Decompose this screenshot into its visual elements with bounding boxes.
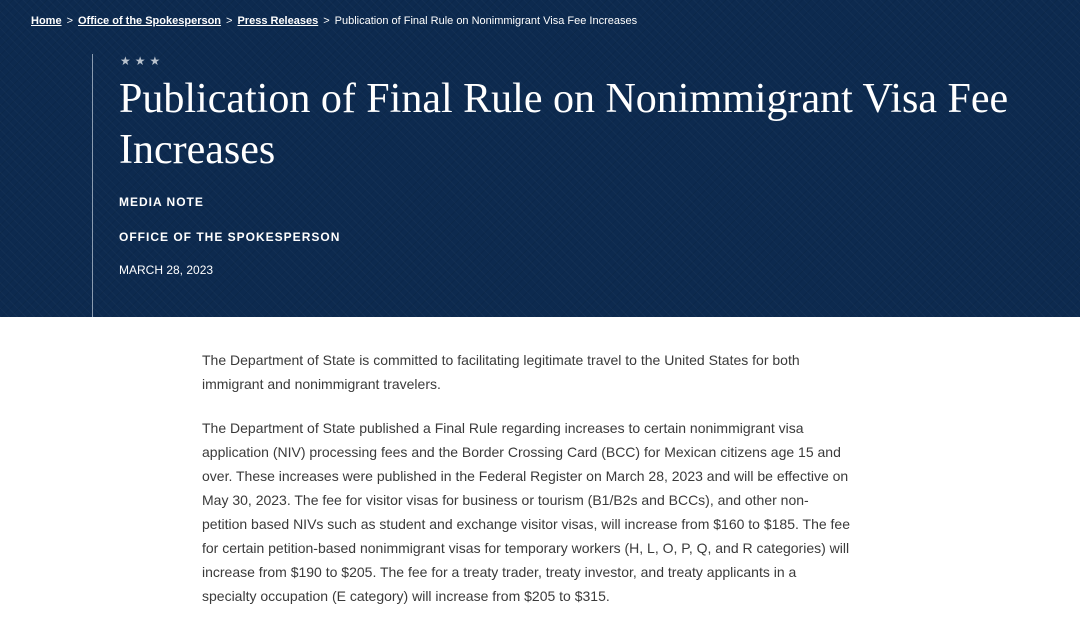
article-paragraph: The Department of State is committed to facilitating legitimate travel to the United States for both immigrant and nonimmigrant travelers. [202,352,800,392]
article-type-label: MEDIA NOTE [119,195,204,209]
breadcrumb-link-home[interactable]: Home [31,15,62,27]
page-title: Publication of Final Rule on Nonimmigrant Visa Fee Increases [119,76,1009,173]
breadcrumb-current-page: Publication of Final Rule on Nonimmigrant Visa Fee Increases [334,15,638,27]
stars-icon: ★★★ [120,54,165,68]
breadcrumb-separator: > [226,15,233,27]
article-date: MARCH 28, 2023 [119,263,214,277]
article-body [202,348,852,619]
breadcrumb-separator: > [323,15,330,27]
breadcrumb-separator: > [66,15,73,27]
breadcrumb-link-press-releases[interactable]: Press Releases [237,15,319,27]
breadcrumb-link-office-of-the-spokesperson[interactable]: Office of the Spokesperson [78,15,222,27]
article-office-label: OFFICE OF THE SPOKESPERSON [119,230,341,244]
header-divider-line [92,54,93,317]
article-paragraph: The Department of State published a Final Rule regarding increases to certain nonimmigrant visa application (NIV) processing fees and the Border Crossing Card (BCC) for Mexican citizens age 15 and over. These increases were published in the Federal Register on March 28, 2023 and will be effective on May 30, 2023. The fee for visitor visas for business or tourism (B1/B2s and BCCs), and other non-petition based NIVs such as student and exchange visitor visas, will increase from $160 to $185. The fee for certain petition-based nonimmigrant visas for temporary workers (H, L, O, P, Q, and R categories) will increase from $190 to $205. The fee for a treaty trader, treaty investor, and treaty applicants in a specialty occupation (E category) will increase from $205 to $315. [202,420,850,604]
breadcrumb [31,13,637,29]
